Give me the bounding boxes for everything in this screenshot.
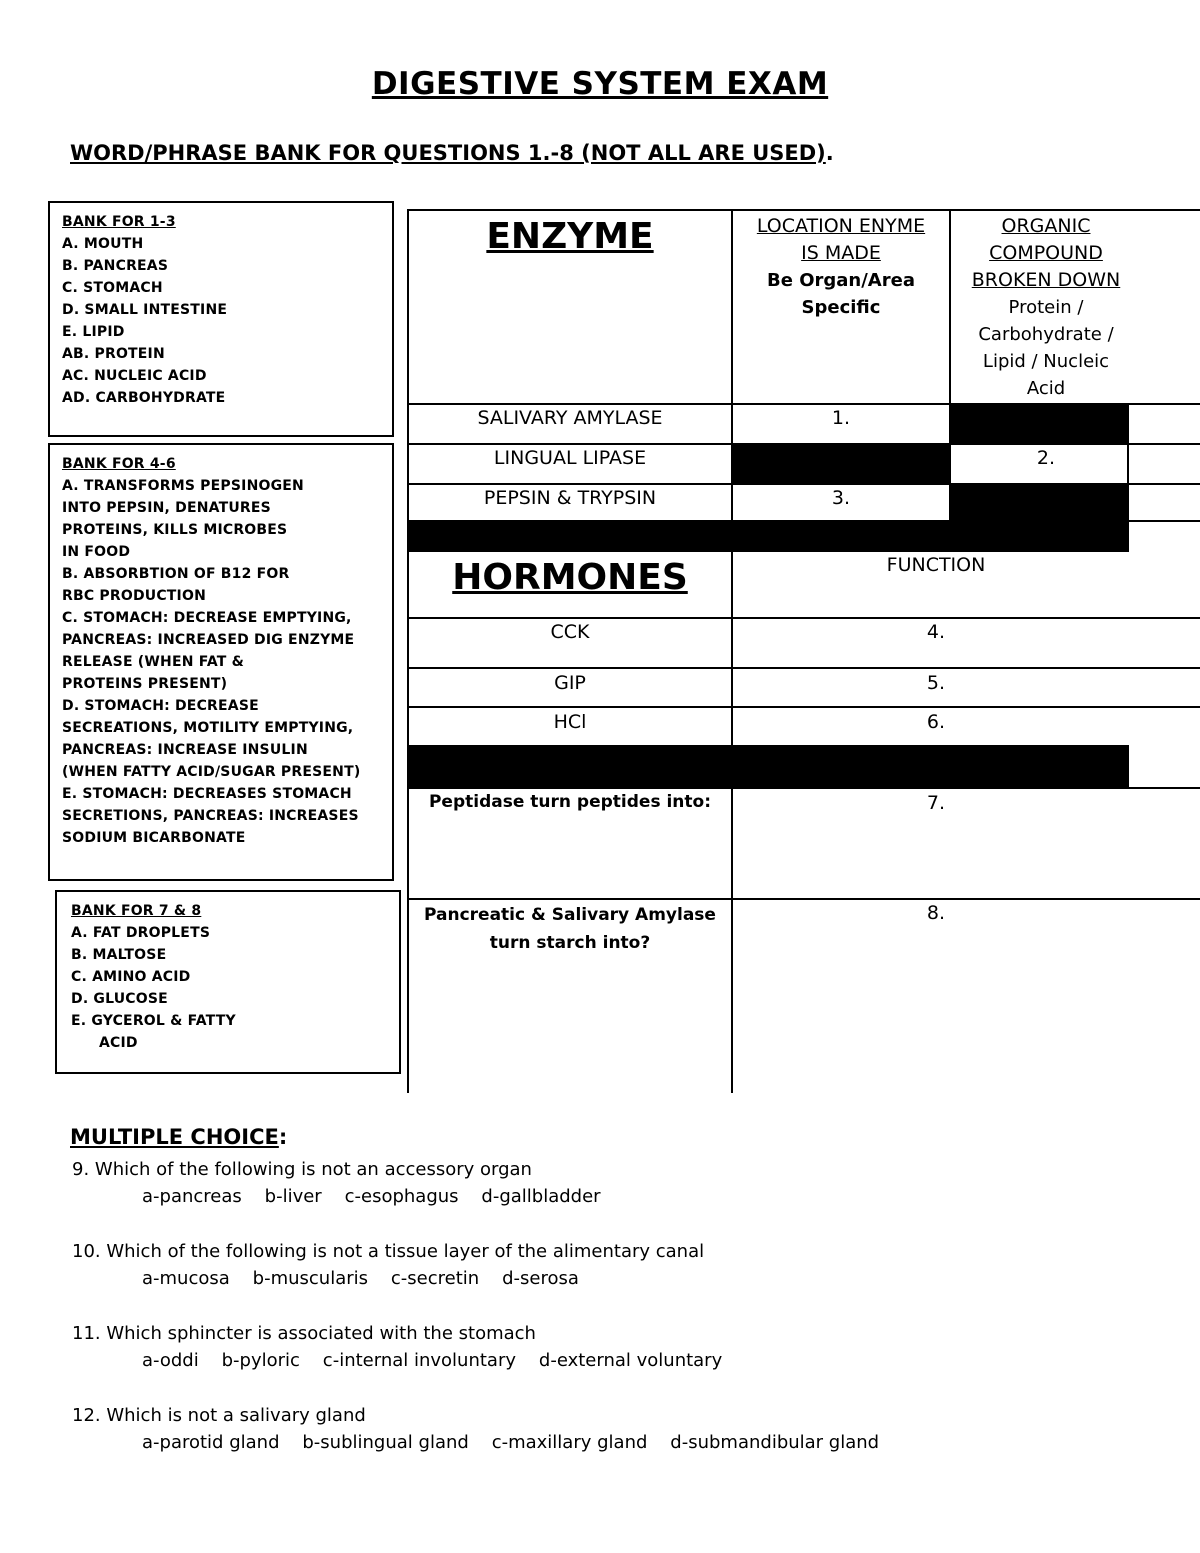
shaded-cell — [949, 483, 1129, 522]
bank-line: INTO PEPSIN, DENATURES — [62, 500, 271, 516]
bank-line: SECRETIONS, PANCREAS: INCREASES — [62, 808, 359, 824]
hormone-answer: 4. — [926, 621, 946, 643]
bank-item: A. MOUTH — [62, 236, 144, 252]
enzyme-name: PEPSIN & TRYPSIN — [483, 487, 657, 509]
bank-line: ACID — [99, 1035, 138, 1051]
q8-prompt — [409, 901, 731, 957]
hormones-header: HORMONES — [452, 557, 688, 598]
enzyme-header: ENZYME — [486, 216, 654, 257]
bank-item: C. STOMACH — [62, 280, 163, 296]
question-10 — [72, 1238, 704, 1292]
q8-prompt-line: Pancreatic & Salivary Amylase — [424, 905, 716, 925]
q8-answer: 8. — [926, 902, 946, 924]
bank-line: B. MALTOSE — [71, 947, 167, 963]
question-options: a-pancreas b-liver c-esophagus d-gallbladder — [142, 1186, 601, 1207]
organic-header-line: ORGANIC — [1001, 215, 1091, 237]
shaded-separator-row — [407, 745, 1129, 789]
organic-header — [951, 213, 1141, 402]
multiple-choice-heading-tail: : — [278, 1125, 288, 1149]
bank-item: AB. PROTEIN — [62, 346, 165, 362]
bank-line: PROTEINS PRESENT) — [62, 676, 228, 692]
hormone-name: GIP — [554, 672, 586, 694]
enzyme-location-answer: 1. — [831, 407, 851, 429]
location-header-line: IS MADE — [801, 242, 881, 264]
hormone-name: HCl — [553, 711, 587, 733]
bank-line: SECREATIONS, MOTILITY EMPTYING, — [62, 720, 354, 736]
bank-line: E. GYCEROL & FATTY — [71, 1013, 236, 1029]
row-line — [407, 898, 1200, 900]
bank-item: D. SMALL INTESTINE — [62, 302, 228, 318]
question-options: a-oddi b-pyloric c-internal involuntary d-external voluntary — [142, 1350, 723, 1371]
bank-7-8 — [55, 890, 401, 1074]
bank-4-6 — [48, 443, 394, 881]
q7-answer: 7. — [926, 792, 946, 814]
location-header — [733, 213, 949, 321]
enzyme-compound-answer: 2. — [1036, 447, 1056, 469]
organic-header-line: BROKEN DOWN — [971, 269, 1121, 291]
question-options: a-mucosa b-muscularis c-secretin d-serosa — [142, 1268, 579, 1289]
question-12 — [72, 1402, 879, 1456]
location-header-line: LOCATION ENYME — [756, 215, 926, 237]
bank-4-6-heading: BANK FOR 4-6 — [62, 456, 176, 472]
word-bank-heading-text: WORD/PHRASE BANK FOR QUESTIONS 1.-8 (NOT ALL ARE USED) — [70, 141, 826, 165]
hormone-answer: 6. — [926, 711, 946, 733]
bank-item: B. PANCREAS — [62, 258, 169, 274]
location-sub-line: Be Organ/Area — [767, 270, 915, 291]
organic-header-line: COMPOUND — [989, 242, 1103, 264]
organic-sub: Protein / Carbohydrate / Lipid / Nucleic Acid — [978, 297, 1114, 399]
bank-line: RELEASE (WHEN FAT & — [62, 654, 245, 670]
bank-item: AC. NUCLEIC ACID — [62, 368, 207, 384]
bank-line: A. TRANSFORMS PEPSINOGEN — [62, 478, 304, 494]
q8-prompt-line: turn starch into? — [489, 933, 651, 953]
bank-line: B. ABSORBTION OF B12 FOR — [62, 566, 290, 582]
bank-line: PANCREAS: INCREASE INSULIN — [62, 742, 308, 758]
enzyme-location-answer: 3. — [831, 487, 851, 509]
bank-1-3-heading: BANK FOR 1-3 — [62, 214, 176, 230]
bank-1-3 — [48, 201, 394, 437]
bank-item: AD. CARBOHYDRATE — [62, 390, 226, 406]
question-options: a-parotid gland b-sublingual gland c-maxillary gland d-submandibular gland — [142, 1432, 880, 1453]
shaded-separator-row — [407, 520, 1129, 552]
row-line — [407, 706, 1200, 708]
bank-line: (WHEN FATTY ACID/SUGAR PRESENT) — [62, 764, 361, 780]
bank-line: PROTEINS, KILLS MICROBES — [62, 522, 288, 538]
row-line — [407, 667, 1200, 669]
question-text: 11. Which sphincter is associated with the stomach — [72, 1323, 536, 1344]
word-bank-heading — [70, 141, 834, 165]
bank-7-8-heading: BANK FOR 7 & 8 — [71, 903, 202, 919]
table-col-divider — [731, 210, 733, 1093]
question-11 — [72, 1320, 722, 1374]
question-text: 12. Which is not a salivary gland — [72, 1405, 366, 1426]
exam-title: DIGESTIVE SYSTEM EXAM — [371, 66, 829, 102]
question-text: 10. Which of the following is not a tissue layer of the alimentary canal — [72, 1241, 705, 1262]
multiple-choice-heading-text: MULTIPLE CHOICE — [70, 1125, 279, 1149]
bank-line: E. STOMACH: DECREASES STOMACH — [62, 786, 352, 802]
hormone-name: CCK — [550, 621, 590, 643]
bank-line: SODIUM BICARBONATE — [62, 830, 246, 846]
question-text: 9. Which of the following is not an accessory organ — [72, 1159, 532, 1180]
row-line — [407, 617, 1200, 619]
bank-line: D. STOMACH: DECREASE — [62, 698, 259, 714]
bank-line: C. STOMACH: DECREASE EMPTYING, — [62, 610, 352, 626]
multiple-choice-heading — [70, 1125, 287, 1149]
function-header: FUNCTION — [886, 554, 986, 576]
enzyme-name: LINGUAL LIPASE — [493, 447, 647, 469]
shaded-cell — [949, 403, 1129, 445]
bank-line: A. FAT DROPLETS — [71, 925, 211, 941]
table-left-border — [407, 210, 409, 1093]
shaded-cell — [731, 443, 951, 485]
enzyme-name: SALIVARY AMYLASE — [477, 407, 663, 429]
word-bank-heading-tail: . — [825, 141, 834, 165]
table-top-border — [407, 209, 1200, 211]
bank-line: PANCREAS: INCREASED DIG ENZYME — [62, 632, 355, 648]
question-9 — [72, 1156, 601, 1210]
q7-prompt: Peptidase turn peptides into: — [428, 792, 712, 812]
bank-line: IN FOOD — [62, 544, 131, 560]
location-sub-line: Specific — [801, 297, 881, 318]
bank-line: RBC PRODUCTION — [62, 588, 206, 604]
bank-line: D. GLUCOSE — [71, 991, 168, 1007]
bank-item: E. LIPID — [62, 324, 125, 340]
hormone-answer: 5. — [926, 672, 946, 694]
bank-line: C. AMINO ACID — [71, 969, 191, 985]
